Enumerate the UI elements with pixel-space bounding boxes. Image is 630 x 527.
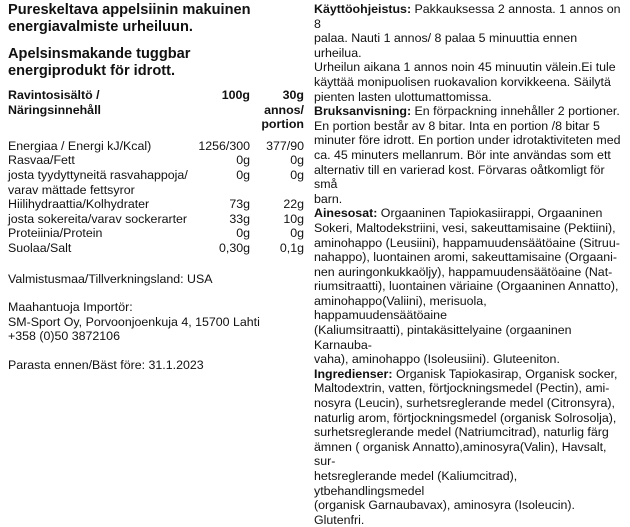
ingredients-finnish-line: nen auringonkukkaöljy), happamuudensäätöaine (Nat-	[314, 264, 613, 279]
nutrition-table-header	[8, 88, 304, 132]
row-label	[8, 168, 198, 197]
table-row	[8, 197, 304, 212]
row-label: Suolaa/Salt	[8, 240, 72, 255]
usage-swedish-line: minuter före idrott. En portion under idrotaktiviteten med	[314, 133, 621, 148]
ingredients-finnish-line: Sokeri, Maltodekstriini, vesi, sakeuttamisaine (Pektiini),	[314, 220, 616, 235]
importer-block	[8, 300, 304, 344]
best-before-date: Parasta ennen/Bäst före: 31.1.2023	[8, 357, 204, 372]
ingredients-finnish-line: riumsitraatti), luontainen väriaine (Orgaaninen Annatto),	[314, 279, 619, 294]
row-value-portion: 0g	[290, 153, 304, 168]
row-value-portion: 377/90	[266, 138, 304, 153]
title-swedish-line: Apelsinsmakande tuggbar	[8, 46, 191, 62]
title-swedish	[8, 46, 304, 80]
header-portion-line: portion	[261, 117, 304, 132]
header-portion-line: annos/	[264, 102, 304, 117]
row-label: josta sokereita/varav sockerarter	[8, 211, 188, 226]
row-label-line: josta tyydyttyneitä rasvahappoja/	[8, 167, 188, 182]
ingredients-swedish-line: Maltodextrin, vatten, förtjockningsmedel (Pectin), ami-	[314, 381, 610, 396]
ingredients-finnish-label: Ainesosat:	[314, 206, 378, 221]
ingredients-swedish	[314, 367, 622, 527]
ingredients-finnish-line: nahappo), luontainen aromi, sakeuttamisaine (Orgaani-	[314, 250, 618, 265]
usage-swedish-line: alternativ till en varierad kost. Förvaras oåtkomligt för små	[314, 162, 605, 192]
usage-finnish-line: Urheilun aikana 1 annos noin 45 minuutin välein.Ei tule	[314, 60, 616, 75]
table-row	[8, 139, 304, 154]
ingredients-finnish-line: Orgaaninen Tapiokasiirappi, Orgaaninen	[377, 206, 603, 221]
header-label-line: Ravintosisältö /	[8, 88, 100, 102]
row-label: Rasvaa/Fett	[8, 153, 75, 168]
table-row	[8, 241, 304, 256]
row-label-line: varav mättade fettsyror	[8, 182, 135, 197]
ingredients-finnish-line: vaha), aminohappo (Isoleusiini). Gluteeniton.	[314, 352, 560, 367]
row-value-portion: 0g	[290, 226, 304, 241]
importer-line: SM-Sport Oy, Porvoonjoenkuja 4, 15700 Lahti	[8, 314, 260, 329]
header-label-line: Näringsinnehåll	[8, 102, 101, 117]
row-value-100g: 1256/300	[198, 138, 250, 153]
header-100g: 100g	[221, 88, 250, 102]
ingredients-swedish-line: ämnen ( organisk Annatto),aminosyra(Valin), Havsalt, sur-	[314, 439, 607, 469]
ingredients-swedish-line: naturlig arom, förtjockningsmedel (organisk Solrosolja),	[314, 410, 617, 425]
title-finnish	[8, 2, 304, 36]
importer-line: Maahantuoja Importör:	[8, 300, 133, 315]
row-label: Proteiinia/Protein	[8, 226, 103, 241]
usage-finnish-line: Pakkauksessa 2 annosta. 1 annos on 8	[314, 2, 621, 31]
header-portion-line: 30g	[282, 88, 304, 102]
origin-country: Valmistusmaa/Tillverkningsland: USA	[8, 271, 213, 286]
ingredients-swedish-line: hetsreglerande medel (Kaliumcitrad), ytbehandlingsmedel	[314, 469, 518, 498]
title-swedish-line: energiprodukt för idrott.	[8, 63, 176, 79]
usage-swedish-line: En förpackning innehåller 2 portioner.	[411, 104, 620, 119]
row-value-100g: 0g	[236, 167, 250, 182]
importer-line: +358 (0)50 3872106	[8, 329, 120, 344]
ingredients-swedish-label: Ingredienser:	[314, 366, 393, 381]
ingredients-swedish-line: nosyra (Leucin), surhetsreglerande medel (Citronsyra),	[314, 396, 615, 411]
row-value-portion: 22g	[283, 197, 304, 212]
row-value-100g: 0,30g	[218, 240, 250, 255]
nutrition-table	[8, 88, 304, 256]
row-label: Energiaa / Energi kJ/Kcal)	[8, 138, 152, 153]
usage-swedish-label: Bruksanvisning:	[314, 104, 412, 119]
table-row	[8, 226, 304, 241]
nutrition-header-label	[8, 88, 198, 132]
usage-finnish-line: käyttää monipuolisen ruokavalion korvikkeena. Säilytä	[314, 74, 611, 89]
usage-finnish	[314, 2, 622, 104]
row-value-portion: 0g	[290, 167, 304, 182]
left-column	[8, 2, 304, 373]
table-row	[8, 153, 304, 168]
row-label: Hiilihydraattia/Kolhydrater	[8, 197, 150, 212]
usage-finnish-label: Käyttöohjeistus:	[314, 2, 412, 16]
usage-swedish-line: En portion består av 8 bitar. Inta en portion /8 bitar 5	[314, 118, 600, 133]
ingredients-finnish-line: (Kaliumsitraatti), pintakäsittelyaine (orgaaninen Karnauba-	[314, 323, 572, 352]
table-row	[8, 212, 304, 227]
row-value-100g: 73g	[229, 197, 250, 212]
right-column	[314, 2, 622, 527]
ingredients-swedish-line: surhetsreglerande medel (Natriumcitrad), naturlig färg	[314, 425, 609, 440]
usage-finnish-line: pienten lasten ulottumattomissa.	[314, 89, 492, 104]
table-row	[8, 168, 304, 197]
ingredients-finnish-line: aminohappo (Leusiini), happamuudensäätöaine (Sitruu-	[314, 235, 620, 250]
ingredients-finnish-line: aminohappo(Valiini), merisuola, happamuudensäätöaine	[314, 293, 487, 323]
row-value-100g: 33g	[229, 211, 250, 226]
title-finnish-line: energiavalmiste urheiluun.	[8, 19, 193, 35]
usage-swedish-line: barn.	[314, 191, 343, 206]
usage-swedish	[314, 104, 622, 206]
usage-swedish-line: ca. 45 minuters mellanrum. Bör inte användas som ett	[314, 147, 611, 162]
row-value-portion: 10g	[283, 211, 304, 226]
title-finnish-line: Pureskeltava appelsiinin makuinen	[8, 2, 251, 18]
ingredients-swedish-line: Organisk Tapiokasirap, Organisk socker,	[392, 366, 618, 381]
row-value-portion: 0,1g	[279, 240, 304, 255]
ingredients-finnish	[314, 206, 622, 367]
row-value-100g: 0g	[236, 226, 250, 241]
row-value-100g: 0g	[236, 153, 250, 168]
usage-finnish-line: palaa. Nauti 1 annos/ 8 palaa 5 minuuttia ennen urheilua.	[314, 31, 578, 60]
ingredients-swedish-line: (organisk Garnaubavax), aminosyra (Isoleucin). Glutenfri.	[314, 498, 576, 527]
header-portion	[250, 88, 304, 132]
